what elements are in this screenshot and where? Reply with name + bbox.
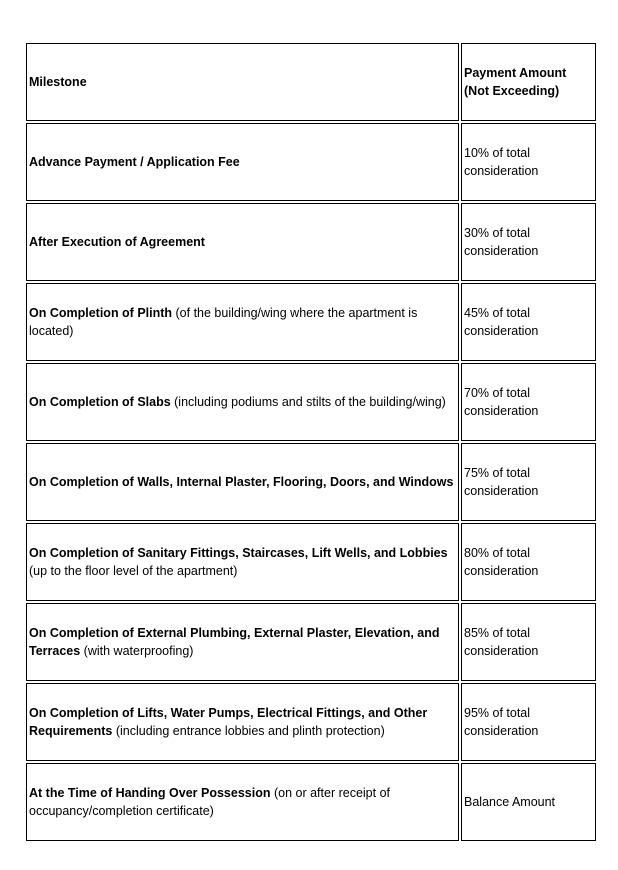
table-header-row xyxy=(26,43,596,121)
milestone-cell xyxy=(26,443,459,521)
milestone-cell xyxy=(26,683,459,761)
table-row xyxy=(26,123,596,201)
payment-schedule-table xyxy=(24,41,598,843)
header-milestone: Milestone xyxy=(26,43,459,121)
milestone-note: (including podiums and stilts of the building/wing) xyxy=(170,394,446,409)
milestone-title: On Completion of External Plumbing, External Plaster, Elevation, and Terraces xyxy=(29,625,440,658)
header-payment-amount: Payment Amount (Not Exceeding) xyxy=(461,43,596,121)
payment-amount-cell: 95% of total consideration xyxy=(461,683,596,761)
milestone-cell xyxy=(26,603,459,681)
payment-amount-cell: 10% of total consideration xyxy=(461,123,596,201)
payment-amount-cell: 70% of total consideration xyxy=(461,363,596,441)
table-row xyxy=(26,523,596,601)
milestone-title: Advance Payment / Application Fee xyxy=(29,154,240,169)
payment-amount-cell: Balance Amount xyxy=(461,763,596,841)
milestone-note: (on or after receipt of occupancy/completion certificate) xyxy=(29,785,391,818)
milestone-cell xyxy=(26,123,459,201)
table-row xyxy=(26,203,596,281)
table-row xyxy=(26,763,596,841)
payment-amount-cell: 30% of total consideration xyxy=(461,203,596,281)
payment-amount-cell: 80% of total consideration xyxy=(461,523,596,601)
payment-amount-cell: 45% of total consideration xyxy=(461,283,596,361)
milestone-cell xyxy=(26,283,459,361)
table-row xyxy=(26,283,596,361)
table-row xyxy=(26,683,596,761)
milestone-title: On Completion of Walls, Internal Plaster, Flooring, Doors, and Windows xyxy=(29,474,454,489)
payment-amount-cell: 75% of total consideration xyxy=(461,443,596,521)
milestone-title: At the Time of Handing Over Possession xyxy=(29,785,271,800)
milestone-title: On Completion of Plinth xyxy=(29,305,173,320)
milestone-title: On Completion of Sanitary Fittings, Staircases, Lift Wells, and Lobbies xyxy=(29,545,448,560)
milestone-cell xyxy=(26,763,459,841)
milestone-cell xyxy=(26,523,459,601)
payment-amount-cell: 85% of total consideration xyxy=(461,603,596,681)
milestone-title: On Completion of Slabs xyxy=(29,394,171,409)
milestone-cell xyxy=(26,363,459,441)
milestone-note: (with waterproofing) xyxy=(80,644,194,658)
milestone-note: (of the building/wing where the apartment is located) xyxy=(29,305,418,338)
milestone-cell xyxy=(26,203,459,281)
milestone-note: (including entrance lobbies and plinth protection) xyxy=(112,724,385,738)
milestone-note: (up to the floor level of the apartment) xyxy=(29,564,238,578)
table-row xyxy=(26,363,596,441)
milestone-title: After Execution of Agreement xyxy=(29,234,205,249)
table-row xyxy=(26,443,596,521)
table-row xyxy=(26,603,596,681)
milestone-title: On Completion of Lifts, Water Pumps, Electrical Fittings, and Other Requirements xyxy=(29,705,428,738)
